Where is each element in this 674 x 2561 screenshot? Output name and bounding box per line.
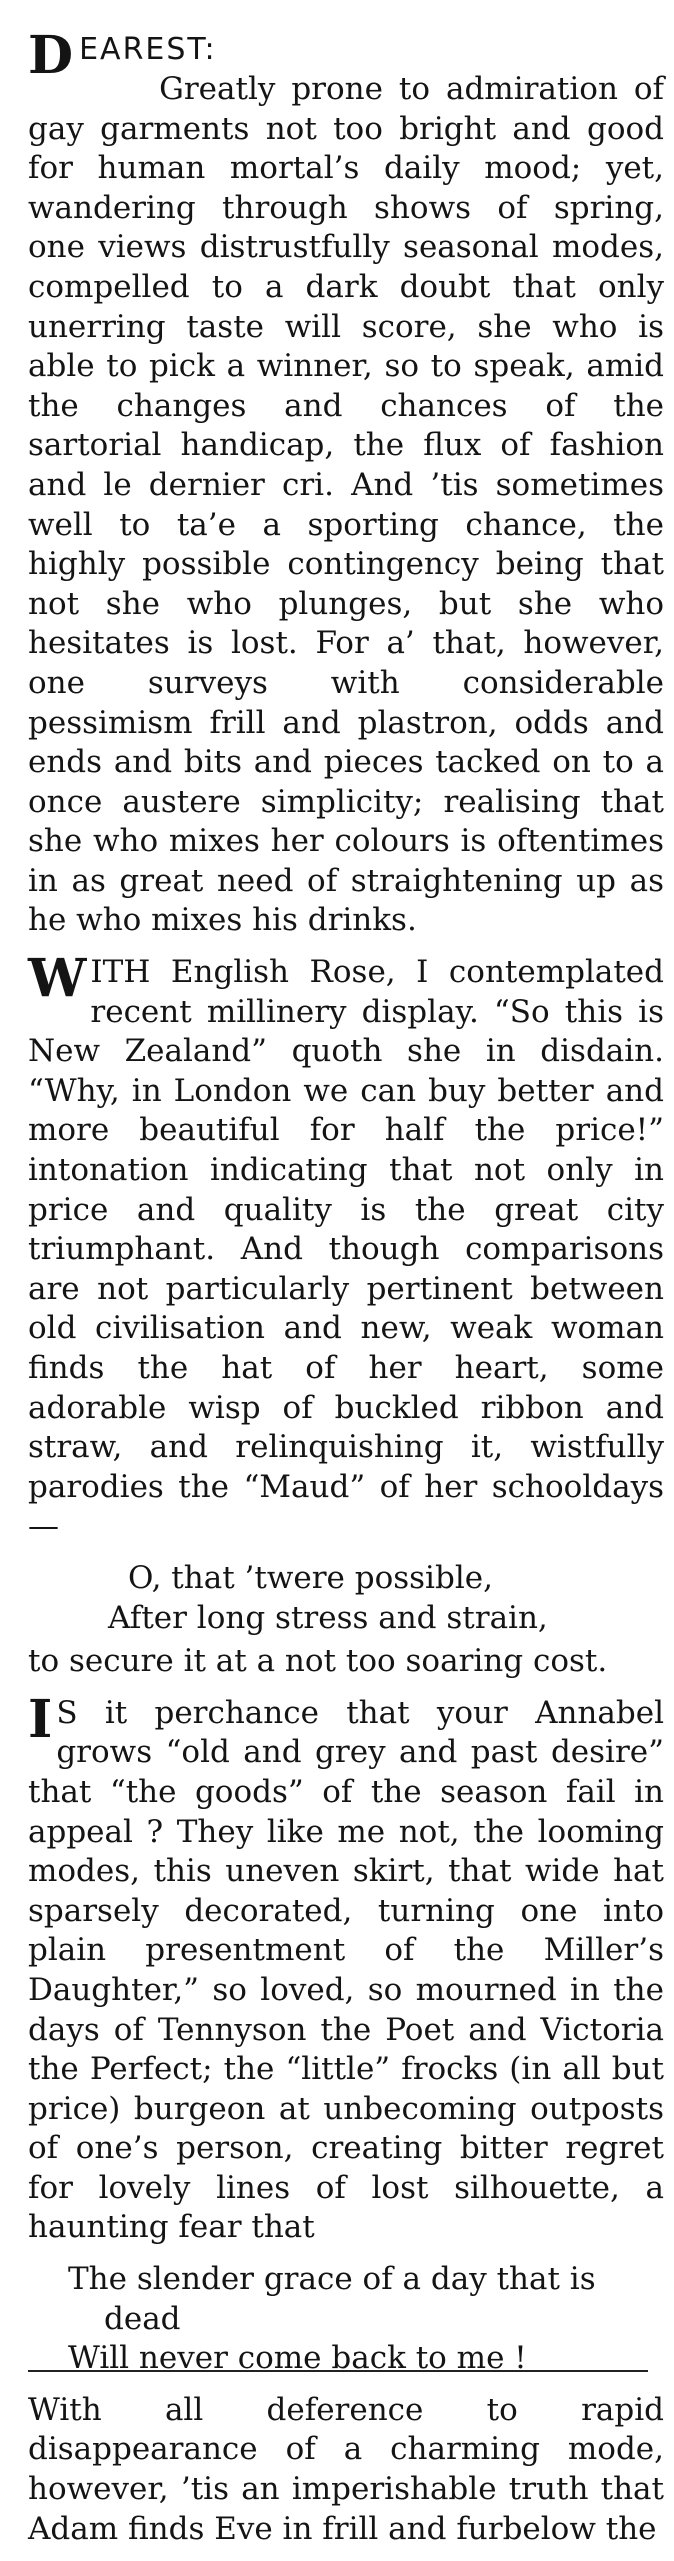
paragraph-english-rose bbox=[28, 948, 664, 1547]
drop-cap-i: I bbox=[28, 1688, 53, 1750]
verse-line: O, that ’twere possible, bbox=[128, 1559, 493, 1596]
verse-line: The slender grace of a day that is bbox=[68, 2261, 596, 2298]
paragraph-1-text: Greatly prone to admiration of gay garments not too bright and good for human mortal’s daily mood; yet, wandering through shows of spring, one views distrustfully seasonal modes, compelled to a dark doubt that only unerring taste will score, she who is able to pick a winner, so to speak, amid the changes and chances of the sartorial handicap, the flux of fashion and le dernier cri. And ’tis sometimes well to ta’e a sporting chance, the highly possible contingency being that not she who plunges, but she who hesitates is lost. For a’ that, however, one surveys with considerable pessimism frill and plastron, odds and ends and bits and pieces tacked on to a once austere simplicity; realising that she who mixes her colours is oftentimes in as great need of straightening up as he who mixes his drinks. bbox=[28, 71, 664, 939]
paragraph-dearest bbox=[28, 25, 664, 941]
paragraph-2-body bbox=[28, 948, 664, 1547]
paragraph-3-text: S it perchance that your Annabel grows “old and grey and past desire” that “the goods” of the season fail in appeal ? They like me not, the looming modes, this uneven skirt, that wide hat sparsely decorated, turning one into plain presentment of the Miller’s Daughter,” so loved, so mourned in the days of Tennyson the Poet and Victoria the Perfect; the “little” frocks (in all but price) burgeon at unbecoming outposts of one’s person, creating bitter regret for lovely lines of lost silhouette, a haunting fear that bbox=[28, 1694, 664, 2246]
salutation-text: EAREST: bbox=[79, 32, 217, 67]
verse-line: After long stress and strain, bbox=[108, 1599, 548, 1636]
paragraph-annabel bbox=[28, 1688, 664, 2248]
drop-cap-d: D bbox=[28, 25, 76, 86]
paragraph-adam-eve bbox=[28, 2391, 664, 2549]
column-divider bbox=[28, 2370, 648, 2372]
verse-slender-grace bbox=[28, 2260, 664, 2379]
drop-cap-w: W bbox=[28, 948, 87, 1010]
paragraph-2-end-text: to secure it at a not too soaring cost. bbox=[28, 1643, 608, 1680]
verse-maud bbox=[28, 1559, 664, 1638]
paragraph-2-text: ITH English Rose, I contemplated recent millinery display. “So this is New Zealand” quoth she in disdain. “Why, in London we can buy better and more beautiful for half the price!” intonation indicating that not only in price and quality is the great city triumphant. And though comparisons are not particularly pertinent between old civilisation and new, weak woman finds the hat of her heart, some adorable wisp of buckled ribbon and straw, and relinquishing it, wistfully parodies the “Maud” of her schooldays— bbox=[28, 954, 664, 1545]
verse-line: dead bbox=[104, 2300, 181, 2337]
paragraph-3-body bbox=[28, 1688, 664, 2248]
verse-line: Will never come back to me ! bbox=[68, 2340, 527, 2377]
salutation bbox=[28, 25, 664, 86]
article-column bbox=[28, 25, 664, 2561]
paragraph-2-end bbox=[28, 1642, 664, 1682]
paragraph-4-text: With all deference to rapid disappearance of a charming mode, however, ’tis an imperishable truth that Adam finds Eve in frill and furbelow the bbox=[28, 2391, 664, 2547]
